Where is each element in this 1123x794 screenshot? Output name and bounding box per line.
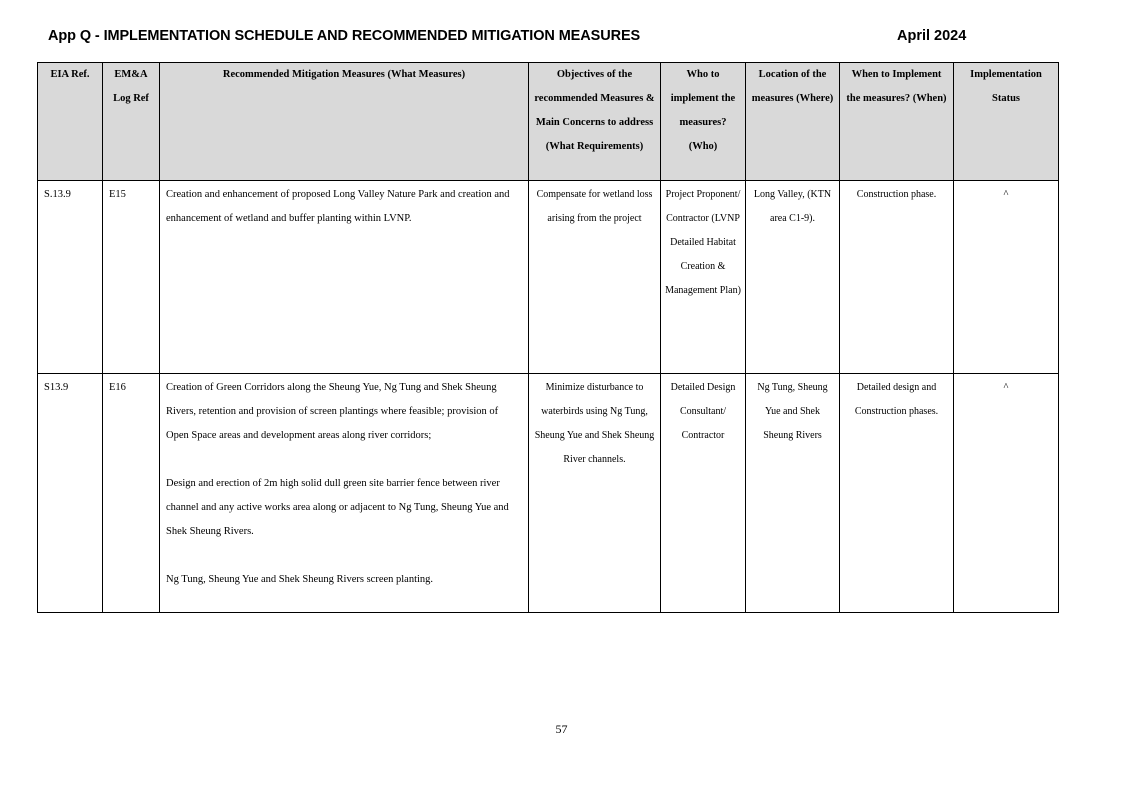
measure-text: Creation and enhancement of proposed Long Valley Nature Park and creation and enhancement of wetland and buffer planting within LVNP. xyxy=(166,189,510,224)
measure-text: Ng Tung, Sheung Yue and Shek Sheung Rivers screen planting. xyxy=(166,574,434,585)
implementation-schedule-table xyxy=(37,62,1059,613)
cell-who: Project Proponent/ Contractor (LVNP Detailed Habitat Creation & Management Plan) xyxy=(661,181,746,374)
cell-objectives: Compensate for wetland loss arising from the project xyxy=(529,181,661,374)
col-header-who: Who to implement the measures? (Who) xyxy=(661,63,746,181)
col-header-when: When to Implement the measures? (When) xyxy=(840,63,954,181)
paragraph-gap xyxy=(166,448,522,472)
page-title: App Q - IMPLEMENTATION SCHEDULE AND RECOMMENDED MITIGATION MEASURES xyxy=(48,28,641,44)
cell-when: Detailed design and Construction phases. xyxy=(840,374,954,613)
measure-text: Creation of Green Corridors along the Sheung Yue, Ng Tung and Shek Sheung Rivers, retention and provision of screen plantings where feasible; provision of Open Space areas and development areas along river corridors; xyxy=(166,382,499,441)
col-header-log-ref: EM&A Log Ref xyxy=(103,63,160,181)
cell-eia-ref: S.13.9 xyxy=(38,181,103,374)
table-header-row xyxy=(38,63,1059,181)
page-number: 57 xyxy=(555,722,568,736)
col-header-objectives: Objectives of the recommended Measures & Main Concerns to address (What Requirements) xyxy=(529,63,661,181)
cell-objectives: Minimize disturbance to waterbirds using Ng Tung, Sheung Yue and Shek Sheung River channels. xyxy=(529,374,661,613)
table-row xyxy=(38,374,1059,613)
cell-when: Construction phase. xyxy=(840,181,954,374)
col-header-eia-ref: EIA Ref. xyxy=(38,63,103,181)
paragraph-gap xyxy=(166,544,522,568)
cell-who: Detailed Design Consultant/ Contractor xyxy=(661,374,746,613)
col-header-where: Location of the measures (Where) xyxy=(746,63,840,181)
cell-where: Long Valley, (KTN area C1-9). xyxy=(746,181,840,374)
measure-text: Design and erection of 2m high solid dull green site barrier fence between river channel and any active works area along or adjacent to Ng Tung, Sheung Yue and Shek Sheung Rivers. xyxy=(166,478,509,537)
cell-measures xyxy=(160,374,529,613)
cell-where: Ng Tung, Sheung Yue and Shek Sheung Rivers xyxy=(746,374,840,613)
col-header-status: Implementation Status xyxy=(954,63,1059,181)
cell-status: ^ xyxy=(954,181,1059,374)
cell-log-ref: E15 xyxy=(103,181,160,374)
cell-log-ref: E16 xyxy=(103,374,160,613)
col-header-measures: Recommended Mitigation Measures (What Measures) xyxy=(160,63,529,181)
cell-eia-ref: S13.9 xyxy=(38,374,103,613)
report-date: April 2024 xyxy=(897,28,967,44)
table-row xyxy=(38,181,1059,374)
cell-measures xyxy=(160,181,529,374)
cell-status: ^ xyxy=(954,374,1059,613)
